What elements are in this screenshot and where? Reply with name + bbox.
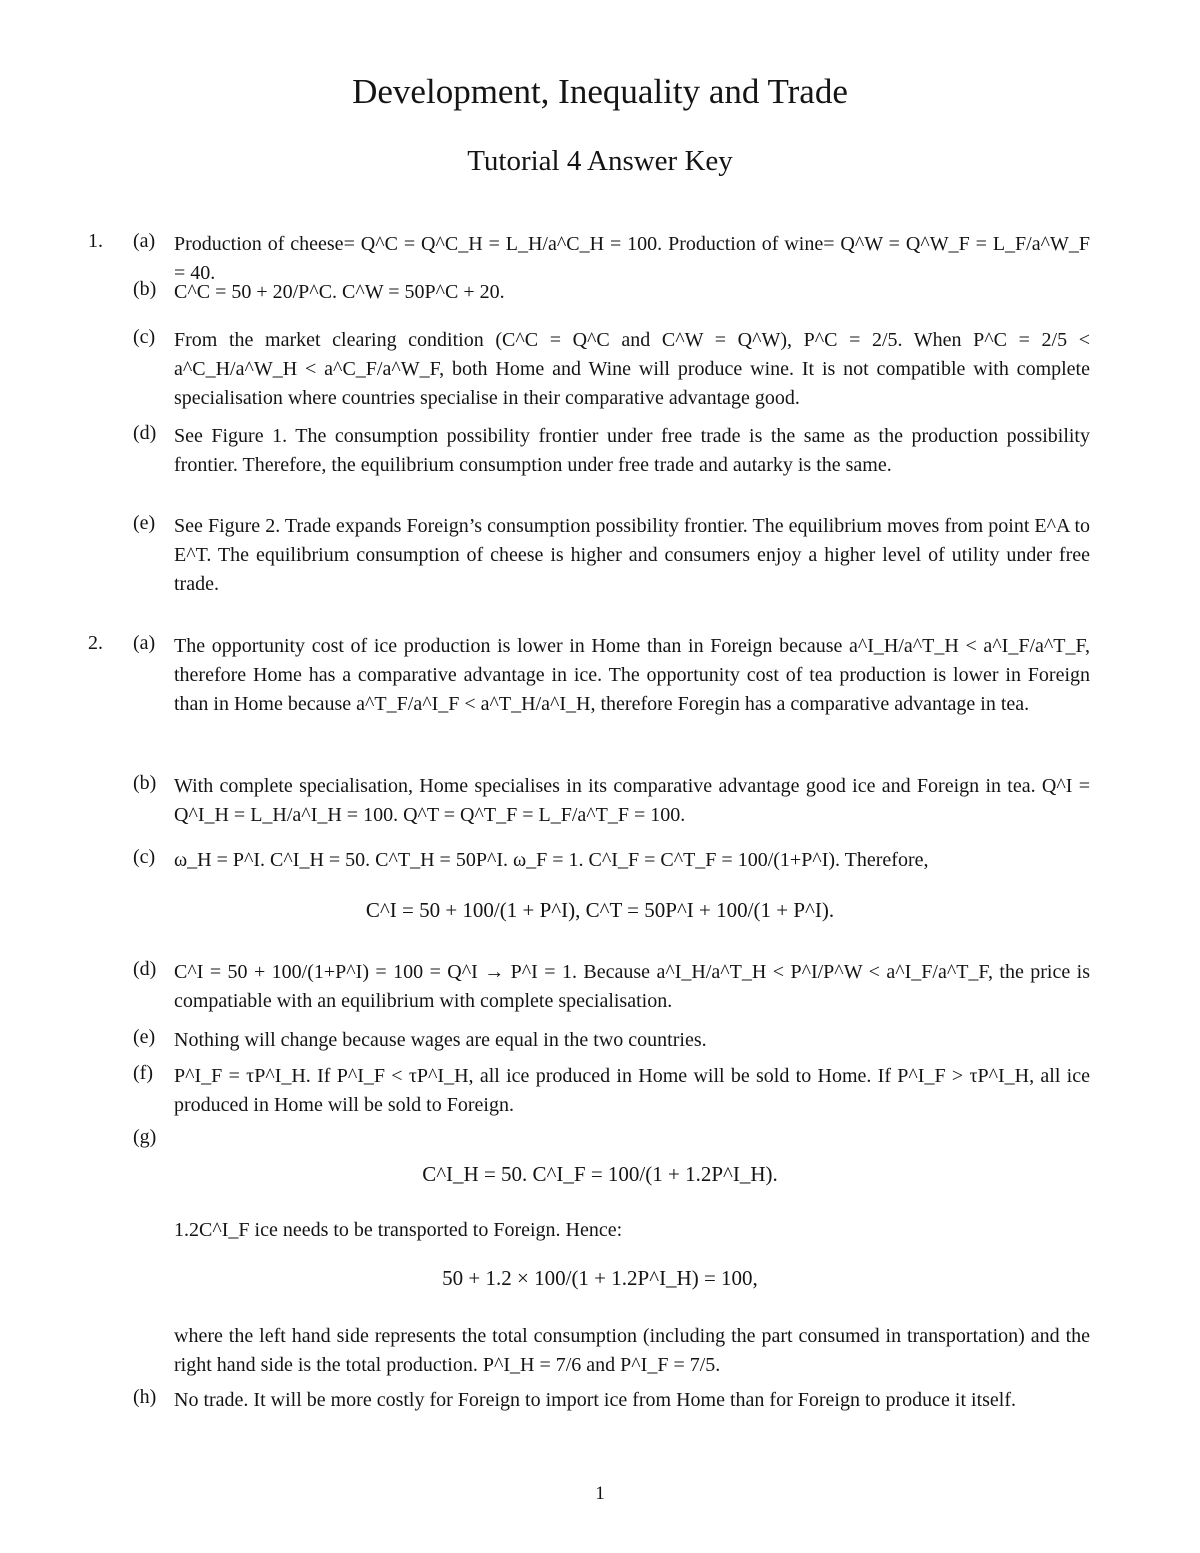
q1-part-e-text: See Figure 2. Trade expands Foreign’s consumption possibility frontier. The equilibrium moves from point E^A to E^T. The equilibrium consumption of cheese is higher and consumers enjoy a higher level of utility under free trade.: [174, 515, 1090, 595]
question-1-number: 1.: [88, 230, 103, 252]
q2-part-g-display-equation-2: 50 + 1.2 × 100/(1 + 1.2P^I_H) = 100,: [442, 1266, 758, 1290]
q2-part-a-text: The opportunity cost of ice production is lower in Home than in Foreign because a^I_H/a^T_H < a^I_F/a^T_F, therefore Home has a comparative advantage in ice. The opportunity cost of tea production is lower in Foreign than in Home because a^T_F/a^I_F < a^T_H/a^I_H, therefore Foregin has a comparative advantage in tea.: [174, 635, 1090, 715]
q2-part-f-text: P^I_F = τP^I_H. If P^I_F < τP^I_H, all ice produced in Home will be sold to Home. If P^I_F > τP^I_H, all ice produced in Home will be sold to Foreign.: [174, 1065, 1090, 1116]
page-number: 1: [595, 1483, 605, 1504]
q1-part-d-text: See Figure 1. The consumption possibility frontier under free trade is the same as the production possibility frontier. Therefore, the equilibrium consumption under free trade and autarky is the same.: [174, 425, 1090, 476]
q1-part-c-label: (c): [133, 326, 156, 348]
q2-part-g-display-equation-1: C^I_H = 50. C^I_F = 100/(1 + 1.2P^I_H).: [422, 1162, 778, 1186]
document-title: Development, Inequality and Trade: [352, 72, 848, 111]
q2-part-c-text: ω_H = P^I. C^I_H = 50. C^T_H = 50P^I. ω_F = 1. C^I_F = C^T_F = 100/(1+P^I). Therefore,: [174, 849, 929, 871]
q1-part-e-label: (e): [133, 512, 156, 534]
q1-part-d-label: (d): [133, 422, 157, 444]
q1-part-b-label: (b): [133, 278, 157, 300]
q2-part-d-label: (d): [133, 958, 157, 980]
q2-part-h-label: (h): [133, 1386, 157, 1408]
document-subtitle: Tutorial 4 Answer Key: [467, 145, 733, 177]
q2-part-b-label: (b): [133, 772, 157, 794]
q2-part-a-label: (a): [133, 632, 156, 654]
q2-part-f-label: (f): [133, 1062, 153, 1084]
q2-part-e-text: Nothing will change because wages are equal in the two countries.: [174, 1029, 707, 1051]
q2-part-c-display-equation: C^I = 50 + 100/(1 + P^I), C^T = 50P^I + 100/(1 + P^I).: [365, 898, 835, 922]
q1-part-c-text: From the market clearing condition (C^C = Q^C and C^W = Q^W), P^C = 2/5. When P^C = 2/5 < a^C_H/a^W_H < a^C_F/a^W_F, both Home and Wine will produce wine. It is not compatible with complete specialisation where countries specialise in their comparative advantage good.: [174, 329, 1090, 409]
q2-part-g-label: (g): [133, 1126, 157, 1148]
q2-part-e-label: (e): [133, 1026, 156, 1048]
q1-part-b-text: C^C = 50 + 20/P^C. C^W = 50P^C + 20.: [174, 281, 505, 303]
q1-part-a-label: (a): [133, 230, 156, 252]
q1-part-a-text: Production of cheese= Q^C = Q^C_H = L_H/a^C_H = 100. Production of wine= Q^W = Q^W_F = L_F/a^W_F = 40.: [174, 233, 1090, 284]
q2-part-g-text-1: 1.2C^I_F ice needs to be transported to Foreign. Hence:: [174, 1219, 623, 1241]
q2-part-d-text: C^I = 50 + 100/(1+P^I) = 100 = Q^I → P^I = 1. Because a^I_H/a^T_H < P^I/P^W < a^I_F/a^T_F, the price is compatiable with an equilibrium with complete specialisation.: [174, 961, 1090, 1012]
question-2-number: 2.: [88, 632, 103, 654]
q2-part-g-text-2: where the left hand side represents the total consumption (including the part consumed in transportation) and the right hand side is the total production. P^I_H = 7/6 and P^I_F = 7/5.: [174, 1325, 1090, 1376]
q2-part-b-text: With complete specialisation, Home specialises in its comparative advantage good ice and Foreign in tea. Q^I = Q^I_H = L_H/a^I_H = 100. Q^T = Q^T_F = L_F/a^T_F = 100.: [174, 775, 1090, 826]
q2-part-h-text: No trade. It will be more costly for Foreign to import ice from Home than for Foreign to produce it itself.: [174, 1389, 1017, 1411]
q2-part-c-label: (c): [133, 846, 156, 868]
